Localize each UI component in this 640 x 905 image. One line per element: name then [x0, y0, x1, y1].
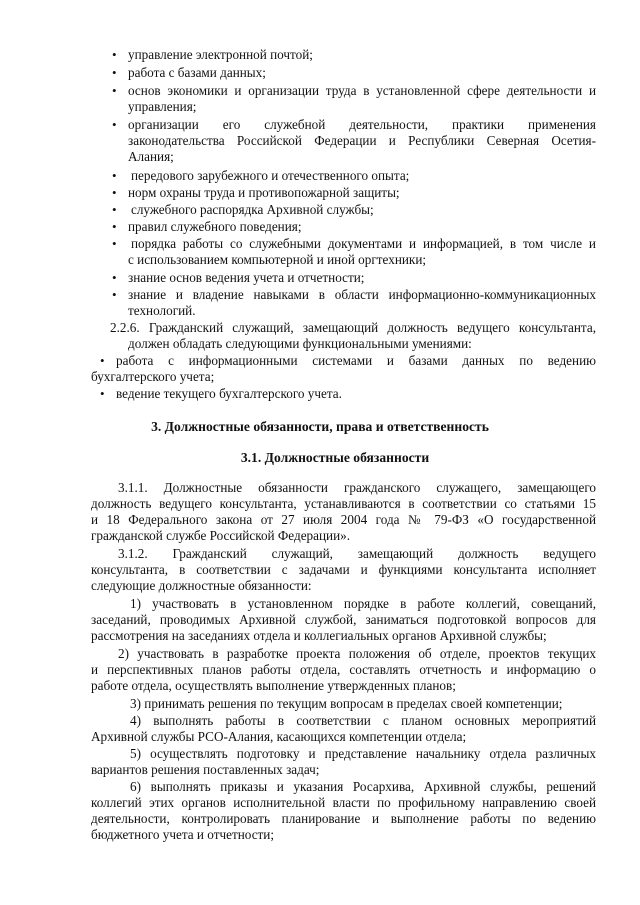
- list-item-line: порядка работы со служебными документами и информацией, в том числе и: [131, 236, 596, 251]
- list-item-line: с использованием компьютерной и иной оргтехники;: [128, 252, 427, 267]
- bullet-icon: •: [112, 202, 117, 217]
- duty-line: работе отдела, осуществлять выполнение утвержденных планов;: [91, 678, 456, 693]
- paragraph-line: следующие должностные обязанности:: [91, 578, 312, 593]
- duty-line: заседаний, проводимых Архивной службой, заниматься подготовкой вопросов для: [91, 612, 596, 627]
- bullet-icon: •: [112, 270, 117, 285]
- duty-line: 6) выполнять приказы и указания Росархива, Архивной службы, решений: [130, 779, 596, 794]
- bullet-icon: •: [112, 83, 117, 98]
- duty-line: коллегий этих органов исполнительной власти по профильному направлению своей: [91, 795, 596, 810]
- list-item-line: Алания;: [128, 149, 174, 164]
- list-item-line: норм охраны труда и противопожарной защиты;: [128, 185, 400, 200]
- list-item-line: организации его служебной деятельности, практики применения: [128, 117, 596, 132]
- bullet-icon: •: [112, 287, 117, 302]
- bullet-icon: •: [100, 353, 105, 368]
- list-item-line: служебного распорядка Архивной службы;: [131, 202, 374, 217]
- duty-line: бюджетного учета и отчетности;: [91, 827, 275, 842]
- bullet-icon: •: [112, 219, 117, 234]
- duty-line: вариантов решения поставленных задач;: [91, 762, 320, 777]
- bullet-icon: •: [112, 236, 117, 251]
- paragraph-line: гражданской службе Российской Федерации».: [91, 528, 351, 543]
- list-item-line: работа с информационными системами и базами данных по ведению: [116, 353, 596, 368]
- list-item-line: основ экономики и организации труда в установленной сфере деятельности и: [128, 83, 596, 98]
- list-item-line: бухгалтерского учета;: [91, 369, 215, 384]
- duty-line: рассмотрения на заседаниях отдела и коллегиальных органов Архивной службы;: [91, 628, 547, 643]
- paragraph-line: и 18 Федерального закона от 27 июля 2004 года № 79-ФЗ «О государственной: [91, 512, 596, 527]
- duty-line: деятельности, контролировать планирование и выполнение работы по ведению: [91, 811, 596, 826]
- list-item-line: передового зарубежного и отечественного опыта;: [131, 168, 410, 183]
- bullet-icon: •: [112, 47, 117, 62]
- paragraph-line: 3.1.2. Гражданский служащий, замещающий должность ведущего: [118, 546, 596, 561]
- bullet-icon: •: [112, 168, 117, 183]
- list-item-line: управления;: [128, 99, 197, 114]
- list-item-line: ведение текущего бухгалтерского учета.: [116, 386, 342, 401]
- duty-line: 4) выполнять работы в соответствии с планом основных мероприятий: [130, 713, 596, 728]
- bullet-icon: •: [112, 185, 117, 200]
- duty-line: и перспективных планов работы отдела, составлять отчетность и информацию о: [91, 662, 596, 677]
- bullet-icon: •: [112, 117, 117, 132]
- duty-line: 3) принимать решения по текущим вопросам в пределах своей компетенции;: [130, 696, 563, 711]
- list-item-line: работа с базами данных;: [128, 65, 266, 80]
- list-item-line: управление электронной почтой;: [128, 47, 313, 62]
- duty-line: Архивной службы РСО-Алания, касающихся компетенции отдела;: [91, 729, 467, 744]
- paragraph-line: консультанта, в соответствии с задачами и функциями консультанта исполняет: [91, 562, 596, 577]
- list-item-line: технологий.: [128, 303, 196, 318]
- paragraph-line: должен обладать следующими функциональными умениями:: [128, 336, 472, 351]
- duty-line: 2) участвовать в разработке проекта положения об отделе, проектов текущих: [118, 646, 596, 661]
- bullet-icon: •: [100, 386, 105, 401]
- paragraph-line: 3.1.1. Должностные обязанности гражданского служащего, замещающего: [118, 480, 596, 495]
- section-heading: 3. Должностные обязанности, права и ответственность: [151, 419, 489, 434]
- list-item-line: знание и владение навыками в области информационно-коммуникационных: [128, 287, 596, 302]
- paragraph-line: 2.2.6. Гражданский служащий, замещающий должность ведущего консультанта,: [110, 320, 596, 335]
- paragraph-line: должность ведущего консультанта, устанавливаются в соответствии со статьями 15: [91, 496, 596, 511]
- subsection-heading: 3.1. Должностные обязанности: [240, 450, 430, 465]
- list-item-line: законодательства Российской Федерации и Республики Северная Осетия-: [128, 133, 596, 148]
- bullet-icon: •: [112, 65, 117, 80]
- list-item-line: знание основ ведения учета и отчетности;: [128, 270, 365, 285]
- duty-line: 5) осуществлять подготовку и представление начальнику отдела различных: [130, 746, 596, 761]
- duty-line: 1) участвовать в установленном порядке в работе коллегий, совещаний,: [130, 596, 596, 611]
- list-item-line: правил служебного поведения;: [128, 219, 302, 234]
